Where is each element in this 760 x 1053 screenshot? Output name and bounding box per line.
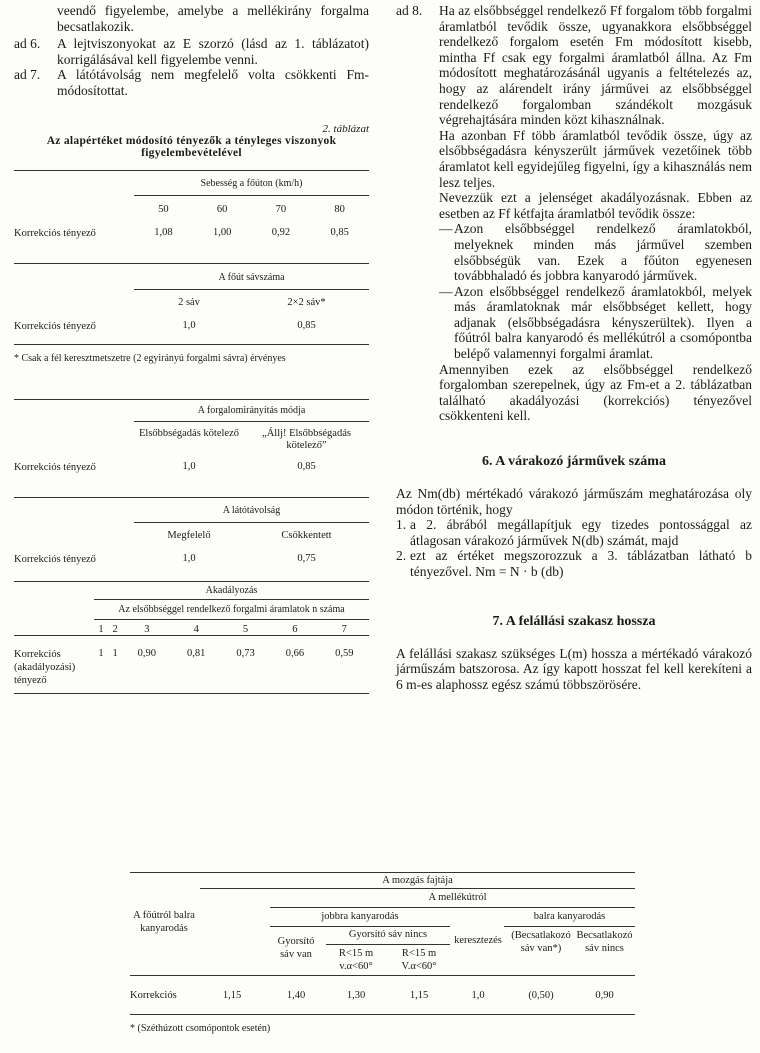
table-rule xyxy=(14,497,369,498)
table-rule xyxy=(134,522,369,523)
item-8 xyxy=(396,3,752,128)
table-rule xyxy=(14,170,369,171)
radius-condition: R<15 m V.α<60° xyxy=(401,948,437,972)
obstruction-col: 1 xyxy=(98,623,104,635)
left-turn-header: balra kanyarodás xyxy=(533,911,606,922)
item-8-paragraph: Nevezzük ezt a jelenséget akadályozásnak. Ebben az esetben az Ff kétfajta áramlatból tevődik össze: xyxy=(439,190,752,221)
table-rule xyxy=(130,872,635,873)
item-7 xyxy=(14,67,369,98)
table-rule xyxy=(94,599,369,600)
speed-col: 50 xyxy=(158,203,169,215)
dash-list-item: — Azon elsőbbséggel rendelkező áramlatokból, melyeknek minden más járművel szemben elsőbbségük van. Ezek a főúton egyenesen továbbhaladó és jobbra kanyarodó járművek. xyxy=(439,221,752,284)
section-6-item xyxy=(396,548,752,579)
movement-value: 1,40 xyxy=(286,990,306,1001)
speed-value: 1,00 xyxy=(212,226,232,238)
table-rule xyxy=(270,907,635,908)
dash-item-text: Azon elsőbbséggel rendelkező áramlatokból, melyek más áramlatoknak már elsőbbséget kellett, hogy adjanak (elsőbbségadásra kényszerültek). Ilyen a főútról balra kanyarodó és mellékútról a csomópontba belépő valamennyi forgalmi áramlat. xyxy=(454,283,752,362)
obstruction-value: 0,59 xyxy=(335,647,354,659)
row-label: Korrekciós xyxy=(130,990,177,1001)
movement-value: 0,90 xyxy=(595,990,614,1001)
speed-col: 60 xyxy=(216,203,228,215)
lanes-footnote: * Csak a fél keresztmetszetre (2 egyirányú forgalmi sávra) érvényes xyxy=(14,352,286,364)
item-8-paragraph: Ha az elsőbbséggel rendelkező Ff forgalom több forgalmi áramlatból tevődik össze, ugyanakkora elsőbbséggel rendelkező forgalom esetén Fm módosított kisebb, mintha Ff csak egy forgalmi áramlatból állna. Az Fm módosított meghatározásánál ugyanis a feltételezés az, hogy az alárendelt irány járművei az elsőbbséggel rendelkező forgalomban szándékolt mozgásuk végrehajtására minden közt kihasználnak. xyxy=(439,3,752,128)
section-7-heading: 7. A felállási szakasz hossza xyxy=(492,613,656,629)
obstruction-col: 4 xyxy=(193,623,199,635)
table-number: 2. táblázat xyxy=(322,122,369,135)
movement-table xyxy=(130,872,635,1034)
continuation-paragraph: veendő figyelembe, amelybe a mellékirány forgalma becsatlakozik. xyxy=(57,3,369,34)
obstruction-value: 0,66 xyxy=(285,647,305,659)
right-column xyxy=(396,0,752,692)
obstruction-col: 3 xyxy=(144,623,150,635)
dash-list-item: — Azon elsőbbséggel rendelkező áramlatokból, melyek más áramlatoknak már elsőbbséget kellett, hogy adjanak (elsőbbségadásra kényszerültek). Ilyen a főútról balra kanyarodó és mellékútról a csomópontba belépő valamennyi forgalmi áramlat. xyxy=(439,283,752,362)
lanes-col: 2 sáv xyxy=(178,296,200,308)
movement-title: A mozgás fajtája xyxy=(382,875,453,886)
control-table xyxy=(14,428,369,475)
main-left-header: A főútról balra kanyarodás xyxy=(133,910,195,934)
obstruction-subheader: Az elsőbbséggel rendelkező forgalmi áramlatok n száma xyxy=(118,603,345,615)
table-rule xyxy=(14,399,369,400)
item-8-paragraph: Ha azonban Ff több áramlatból tevődik össze, úgy az elsőbbségadásra kényszerült járművek vezetőinek több áramlatot kell egyidejűleg figyelni, így a kihasználás nem lesz teljes. xyxy=(439,127,752,190)
movement-value: 1,0 xyxy=(471,990,485,1001)
movement-value: (0,50) xyxy=(528,990,554,1001)
accel-lane-yes: Gyorsító sáv van xyxy=(277,936,315,960)
item-6-text: A lejtviszonyokat az E szorzó (lásd az 1. táblázatot) korrigálásával kell figyelembe venni. xyxy=(57,36,369,67)
visibility-value: 1,0 xyxy=(182,552,196,564)
obstruction-table xyxy=(14,624,369,687)
crossing-header: keresztezés xyxy=(454,935,502,946)
row-label: Korrekciós tényező xyxy=(14,320,96,332)
obstruction-col: 2 xyxy=(112,623,118,635)
obstruction-value: 1 xyxy=(98,647,104,659)
obstruction-value: 1 xyxy=(112,647,118,659)
obstruction-row-label: Korrekciós (akadályozási) tényező xyxy=(14,648,76,686)
visibility-value: 0,75 xyxy=(297,552,316,564)
dash-item-text: Azon elsőbbséggel rendelkező áramlatokból, melyeknek minden más járművel szemben elsőbbségük van. Ezek a főúton egyenesen továbbhaladó és jobbra kanyarodó járművek. xyxy=(454,221,752,284)
lanes-col: 2×2 sáv* xyxy=(287,296,326,308)
section-6-intro: Az Nm(db) mértékadó várakozó járműszám meghatározása oly módon történik, hogy xyxy=(396,486,752,517)
accel-lane-no: Gyorsító sáv nincs xyxy=(348,929,428,940)
table-rule xyxy=(504,926,635,927)
control-header: A forgalomirányítás módja xyxy=(197,404,306,416)
speed-value: 0,85 xyxy=(330,226,349,238)
lanes-value: 1,0 xyxy=(182,319,196,331)
table-rule xyxy=(134,421,369,422)
control-value: 1,0 xyxy=(182,460,196,472)
movement-header xyxy=(130,889,635,975)
section-6-item-text: ezt az értéket megszorozzuk a 3. táblázatban látható b tényezővel. Nm = N · b (db) xyxy=(410,548,752,579)
lanes-table xyxy=(14,297,369,334)
item-6 xyxy=(14,36,369,67)
section-6-item xyxy=(396,517,752,548)
table-rule xyxy=(14,693,369,694)
item-7-text: A látótávolság nem megfelelő volta csökkenti Fm-módosítottat. xyxy=(57,67,369,98)
movement-values-row xyxy=(130,976,635,1008)
table-rule xyxy=(94,619,369,620)
obstruction-col: 5 xyxy=(242,623,249,635)
movement-value: 1,30 xyxy=(346,990,366,1001)
section-6-heading: 6. A várakozó járművek száma xyxy=(482,454,666,470)
speed-col: 80 xyxy=(334,203,345,215)
visibility-table xyxy=(14,530,369,567)
movement-footnote: * (Széthúzott csomópontok esetén) xyxy=(130,1023,271,1034)
obstruction-col: 7 xyxy=(341,623,347,635)
list-number: 1. xyxy=(396,517,407,533)
item-8-label: ad 8. xyxy=(396,3,423,18)
table-rule xyxy=(14,581,369,582)
table-rule xyxy=(134,289,369,290)
table-rule xyxy=(14,263,369,264)
control-col: Elsőbbségadás kötelező xyxy=(138,427,239,439)
lanes-value: 0,85 xyxy=(297,319,316,331)
speed-value: 0,92 xyxy=(271,226,291,238)
radius-condition: R<15 m v.α<60° xyxy=(338,948,374,972)
item-7-label: ad 7. xyxy=(14,67,41,83)
row-label: Korrekciós tényező xyxy=(14,227,96,239)
section-7-text: A felállási szakasz szükséges L(m) hossza a mértékadó várakozó járműszám batszorosa. Az így kapott hosszat fel kell kerekíteni a 6 m-es alaphossz egész számú többszörösére. xyxy=(396,645,752,692)
item-8-conclusion: Amennyiben ezek az elsőbbséggel rendelkező forgalomban szerepelnek, úgy az Fm-et a 2. táblázatban található akadályozási (korrekciós) tényezővel csökkenteni kell. xyxy=(439,361,752,424)
obstruction-value: 0,81 xyxy=(187,647,206,659)
obstruction-value: 0,73 xyxy=(236,647,255,659)
control-value: 0,85 xyxy=(297,460,316,472)
merge-lane-yes: (Becsatlakozó sáv van*) xyxy=(511,930,571,954)
visibility-col: Csökkentett xyxy=(281,529,332,541)
row-label: Korrekciós tényező xyxy=(14,461,96,473)
speed-value: 1,08 xyxy=(154,226,173,238)
right-turn-header: jobbra kanyarodás xyxy=(321,911,399,922)
mellek-header: A mellékútról xyxy=(428,892,487,903)
item-6-label: ad 6. xyxy=(14,36,41,52)
table-rule xyxy=(134,195,369,196)
row-label: Korrekciós tényező xyxy=(14,553,96,565)
merge-lane-no: Becsatlakozó sáv nincs xyxy=(576,930,633,954)
table-rule xyxy=(130,1014,635,1015)
speed-header: Sebesség a főúton (km/h) xyxy=(200,177,303,189)
section-6-item-text: a 2. ábrából megállapítjuk egy tizedes pontossággal az átlagosan várakozó járművek N(db) számát, majd xyxy=(410,517,752,548)
control-col: „Állj! Elsőbbségadás kötelező” xyxy=(262,427,351,451)
table-title: Az alapértéket módosító tényezők a tényleges viszonyok figyelembevételével xyxy=(46,134,337,160)
lanes-header: A főút sávszáma xyxy=(218,271,285,283)
movement-value: 1,15 xyxy=(409,990,429,1001)
left-column xyxy=(14,0,369,694)
table-rule xyxy=(270,926,450,927)
movement-value: 1,15 xyxy=(222,990,242,1001)
visibility-col: Megfelelő xyxy=(167,529,211,541)
obstruction-col: 6 xyxy=(292,623,298,635)
speed-table xyxy=(14,204,369,241)
obstruction-value: 0,90 xyxy=(137,647,157,659)
list-number: 2. xyxy=(396,548,407,564)
speed-col: 70 xyxy=(275,203,287,215)
visibility-header: A látótávolság xyxy=(222,504,281,516)
table-rule xyxy=(14,344,369,345)
table-rule xyxy=(326,944,450,945)
obstruction-header: Akadályozás xyxy=(205,584,258,596)
